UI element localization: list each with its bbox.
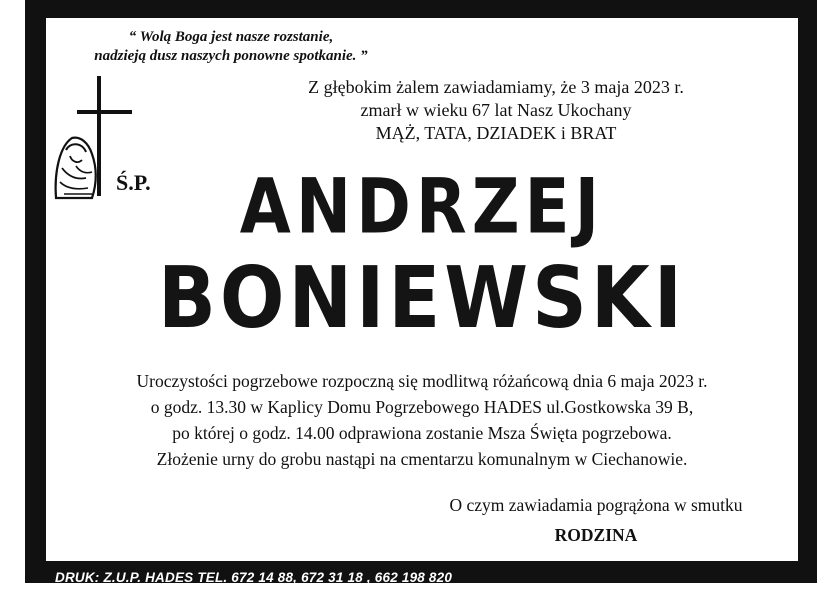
ceremony-line-4: Złożenie urny do grobu nastąpi na cmentarzu komunalnym w Ciechanowie. — [156, 449, 688, 469]
ceremony-line-1: Uroczystości pogrzebowe rozpoczną się modlitwą różańcową dnia 6 maja 2023 r. — [136, 371, 708, 391]
sp-label: Ś.P. — [116, 170, 151, 195]
ceremony-line-3: po której o godz. 14.00 odprawiona zostanie Msza Święta pogrzebowa. — [172, 423, 672, 443]
deceased-first-name: ANDRZEJ — [239, 162, 605, 251]
intro-line-3: MĄŻ, TATA, DZIADEK i BRAT — [375, 123, 617, 143]
motto-quote — [66, 28, 396, 66]
ceremony-line-2: o godz. 13.30 w Kaplicy Domu Pogrzebowego HADES ul.Gostkowska 39 B, — [150, 397, 694, 417]
obituary-card — [46, 18, 798, 561]
closing-line: O czym zawiadamia pogrążona w smutku — [449, 495, 743, 515]
intro-line-2: zmarł w wieku 67 lat Nasz Ukochany — [360, 100, 632, 120]
motto-line-2: nadzieją dusz naszych ponowne spotkanie. ” — [94, 48, 368, 64]
announcement-intro — [266, 76, 726, 145]
printer-footer: DRUK: Z.U.P. HADES TEL. 672 14 88, 672 31 18 , 662 198 820 — [55, 570, 453, 585]
funeral-ceremony-details — [46, 368, 798, 472]
intro-line-1: Z głębokim żalem zawiadamiamy, że 3 maja 2023 r. — [308, 77, 684, 97]
closing-block — [406, 490, 786, 550]
deceased-last-name: BONIEWSKI — [157, 247, 687, 348]
family-signature: RODZINA — [554, 525, 638, 545]
motto-line-1: “ Wolą Boga jest nasze rozstanie, — [128, 29, 334, 45]
